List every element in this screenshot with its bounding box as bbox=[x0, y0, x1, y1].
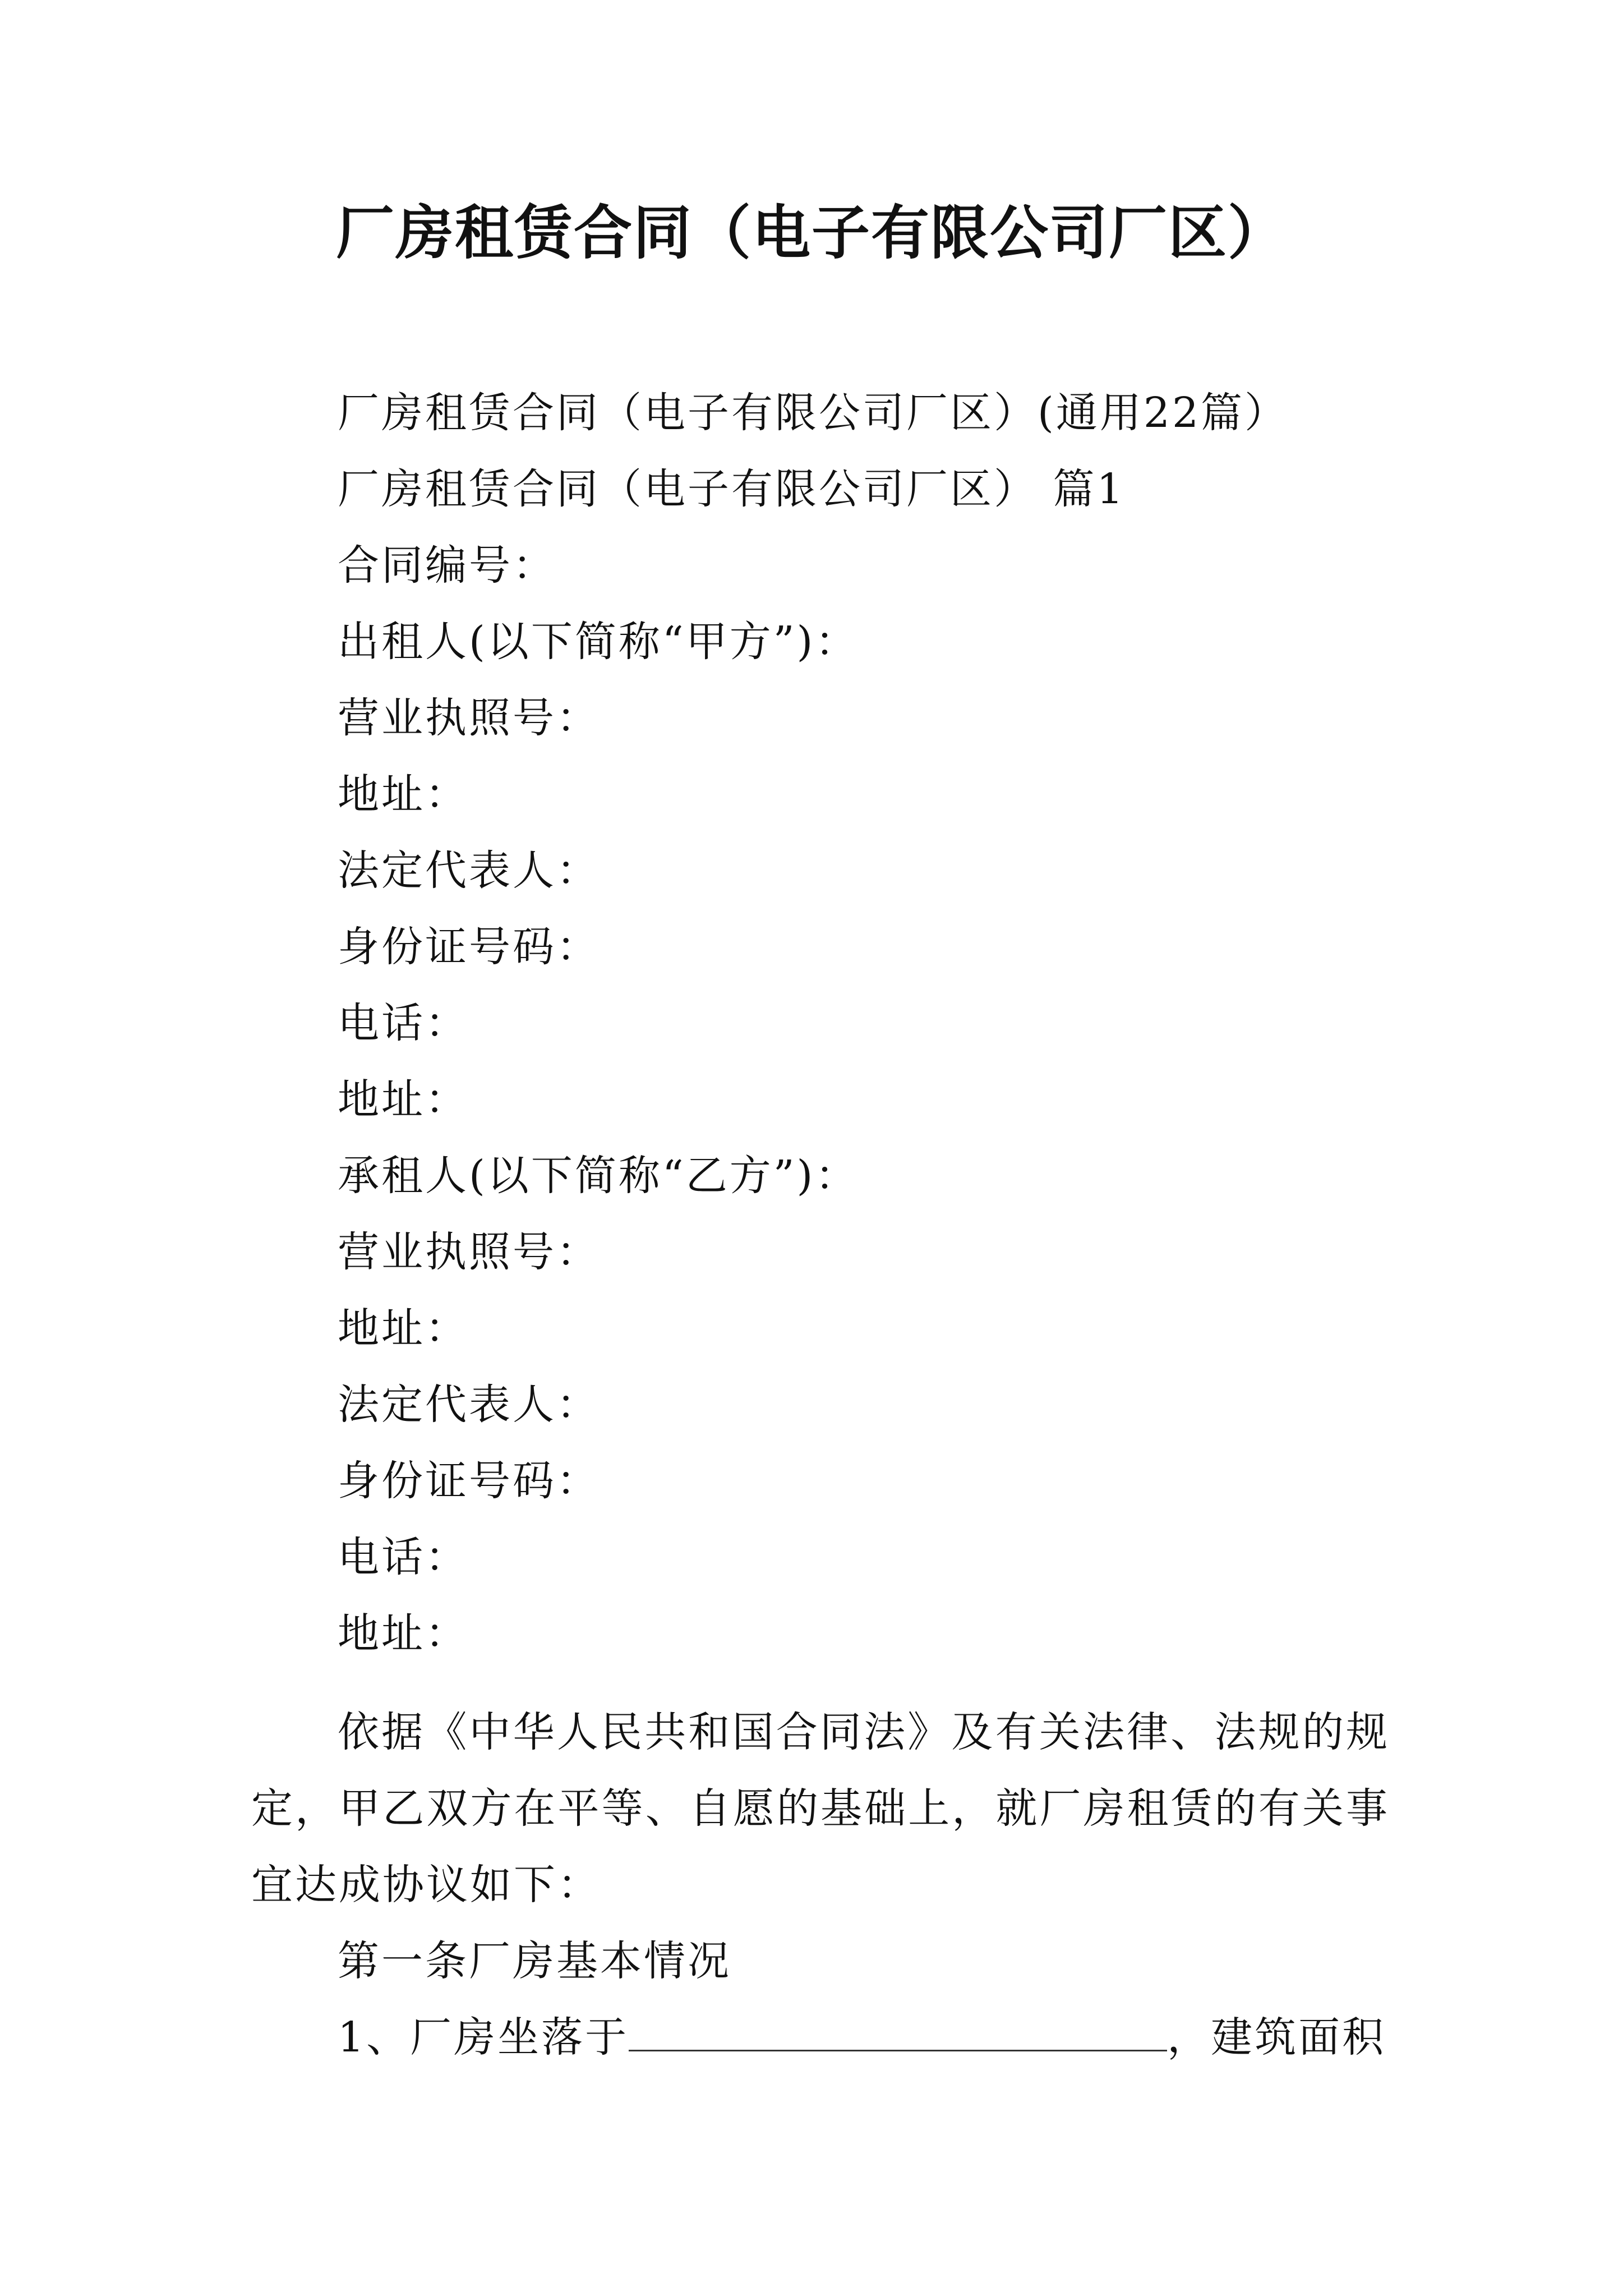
lessee-phone-label: 电话： bbox=[338, 1533, 469, 1581]
document-continuation bbox=[251, 1694, 1390, 2076]
clause-1-prefix: 1、厂房坐落于 bbox=[338, 2013, 629, 2062]
document-title: 厂房租赁合同（电子有限公司厂区） bbox=[335, 199, 1287, 267]
clause-1 bbox=[251, 1999, 1390, 2076]
lessee-representative-label: 法定代表人： bbox=[338, 1381, 600, 1429]
lessee-address-label-2: 地址： bbox=[338, 1609, 469, 1658]
document-body bbox=[251, 375, 1390, 1672]
lessor-label: 出租人(以下简称“甲方”)： bbox=[338, 618, 859, 666]
lessor-representative-label: 法定代表人： bbox=[338, 846, 600, 895]
lessee-license-label: 营业执照号： bbox=[338, 1228, 600, 1276]
lessee-id-label: 身份证号码： bbox=[338, 1457, 600, 1505]
lessee-address-label: 地址： bbox=[338, 1304, 469, 1352]
document-line: 厂房租赁合同（电子有限公司厂区）(通用22篇） bbox=[338, 389, 1289, 437]
section-heading: 厂房租赁合同（电子有限公司厂区） 篇1 bbox=[338, 465, 1126, 513]
clause-1-suffix: ，建筑面积 bbox=[1167, 2013, 1386, 2062]
preamble-paragraph: 依据《中华人民共和国合同法》及有关法律、法规的规定，甲乙双方在平等、自愿的基础上，就厂房租赁的有关事宜达成协议如下： bbox=[251, 1708, 1390, 1909]
lessor-address-label-2: 地址： bbox=[338, 1075, 469, 1124]
lessor-address-label: 地址： bbox=[338, 770, 469, 818]
lessor-phone-label: 电话： bbox=[338, 999, 469, 1047]
fill-in-blank bbox=[629, 2016, 1167, 2051]
lessor-license-label: 营业执照号： bbox=[338, 694, 600, 742]
contract-number-label: 合同编号： bbox=[338, 541, 556, 590]
lessee-label: 承租人(以下简称“乙方”)： bbox=[338, 1152, 859, 1200]
article-heading: 第一条厂房基本情况 bbox=[338, 1937, 731, 1985]
lessor-id-label: 身份证号码： bbox=[338, 923, 600, 971]
